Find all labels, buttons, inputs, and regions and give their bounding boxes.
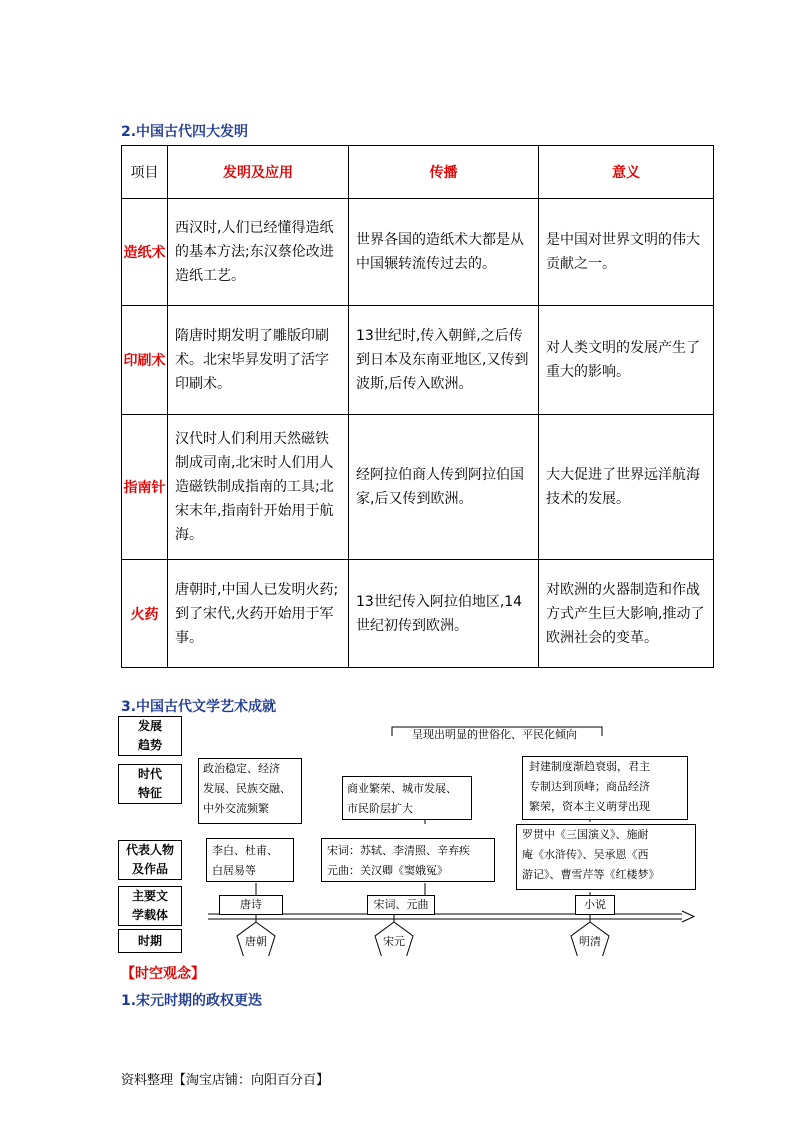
carrier-mingqing: 小说 bbox=[584, 898, 606, 911]
works-mingqing-line3: 游记》、曹雪芹等《红楼梦》 bbox=[522, 868, 660, 881]
invention-spread: 13世纪时,传入朝鲜,之后传到日本及东南亚地区,又传到波斯,后传入欧洲。 bbox=[349, 306, 539, 415]
label-trend-line2: 趋势 bbox=[137, 738, 162, 752]
section3-title: 3.中国古代文学艺术成就 bbox=[121, 699, 277, 715]
works-songyuan-line2: 元曲：关汉卿《窦娥冤》 bbox=[327, 864, 448, 877]
feature-songyuan-line2: 市民阶层扩大 bbox=[347, 802, 413, 815]
invention-name: 火药 bbox=[122, 560, 168, 668]
feature-tang-line3: 中外交流频繁 bbox=[203, 802, 269, 815]
table-row bbox=[122, 560, 714, 668]
label-people-line1: 代表人物 bbox=[125, 843, 174, 857]
invention-application: 西汉时,人们已经懂得造纸的基本方法;东汉蔡伦改进造纸工艺。 bbox=[168, 199, 349, 306]
header-application: 发明及应用 bbox=[168, 146, 349, 199]
works-tang-line2: 白居易等 bbox=[212, 864, 256, 877]
table-row bbox=[122, 199, 714, 306]
label-period: 时期 bbox=[137, 934, 162, 948]
section1-title: 1.宋元时期的政权更迭 bbox=[121, 993, 263, 1009]
table-header-row bbox=[122, 146, 714, 199]
period-pentagons bbox=[116, 716, 706, 956]
invention-application: 唐朝时,中国人已发明火药;到了宋代,火药开始用于军事。 bbox=[168, 560, 349, 668]
period-mingqing: 明清 bbox=[579, 935, 601, 948]
invention-spread: 经阿拉伯商人传到阿拉伯国家,后又传到欧洲。 bbox=[349, 415, 539, 560]
concept-title: 【时空观念】 bbox=[121, 966, 205, 982]
works-tang-line1: 李白、杜甫、 bbox=[212, 844, 278, 857]
invention-spread: 世界各国的造纸术大都是从中国辗转流传过去的。 bbox=[349, 199, 539, 306]
invention-application: 汉代时人们利用天然磁铁制成司南,北宋时人们用人造磁铁制成指南的工具;北宋末年,指南针开始用于航海。 bbox=[168, 415, 349, 560]
invention-application: 隋唐时期发明了雕版印刷术。北宋毕昇发明了活字印刷术。 bbox=[168, 306, 349, 415]
header-meaning: 意义 bbox=[539, 146, 714, 199]
invention-meaning: 对人类文明的发展产生了重大的影响。 bbox=[539, 306, 714, 415]
label-features-line1: 时代 bbox=[137, 767, 162, 781]
trend-note: 呈现出明显的世俗化、平民化倾向 bbox=[412, 728, 577, 741]
label-carrier-line1: 主要文 bbox=[131, 889, 168, 903]
invention-name: 印刷术 bbox=[122, 306, 168, 415]
feature-tang-line2: 发展、民族交融、 bbox=[203, 782, 291, 795]
label-people-line2: 及作品 bbox=[131, 862, 168, 876]
header-item: 项目 bbox=[122, 146, 168, 199]
table-row bbox=[122, 306, 714, 415]
carrier-tang: 唐诗 bbox=[240, 898, 262, 911]
invention-name: 指南针 bbox=[122, 415, 168, 560]
works-songyuan-line1: 宋词：苏轼、李清照、辛弃疾 bbox=[327, 844, 470, 857]
feature-mingqing-line2: 专制达到顶峰；商品经济 bbox=[529, 780, 650, 793]
feature-mingqing-line1: 封建制度渐趋衰弱，君主 bbox=[529, 760, 650, 773]
table-row bbox=[122, 415, 714, 560]
header-spread: 传播 bbox=[349, 146, 539, 199]
invention-meaning: 对欧洲的火器制造和作战方式产生巨大影响,推动了欧洲社会的变革。 bbox=[539, 560, 714, 668]
feature-mingqing-line3: 繁荣，资本主义萌芽出现 bbox=[529, 800, 650, 813]
feature-songyuan-line1: 商业繁荣、城市发展、 bbox=[347, 782, 457, 795]
label-trend-line1: 发展 bbox=[137, 719, 162, 733]
works-mingqing-line2: 庵《水浒传》、吴承恩《西 bbox=[522, 848, 649, 861]
label-features-line2: 特征 bbox=[137, 786, 162, 800]
feature-tang-line1: 政治稳定、经济 bbox=[203, 762, 280, 775]
invention-spread: 13世纪传入阿拉伯地区,14世纪初传到欧洲。 bbox=[349, 560, 539, 668]
period-songyuan: 宋元 bbox=[383, 935, 405, 948]
literature-diagram bbox=[116, 716, 706, 956]
invention-name: 造纸术 bbox=[122, 199, 168, 306]
invention-meaning: 是中国对世界文明的伟大贡献之一。 bbox=[539, 199, 714, 306]
invention-meaning: 大大促进了世界远洋航海技术的发展。 bbox=[539, 415, 714, 560]
label-carrier-line2: 学载体 bbox=[131, 908, 168, 922]
works-mingqing-line1: 罗贯中《三国演义》、施耐 bbox=[522, 828, 649, 841]
period-tang: 唐朝 bbox=[245, 935, 267, 948]
inventions-table bbox=[121, 145, 714, 668]
section2-title: 2.中国古代四大发明 bbox=[121, 124, 249, 140]
footer-text: 资料整理【淘宝店铺：向阳百分百】 bbox=[121, 1073, 330, 1088]
carrier-songyuan: 宋词、元曲 bbox=[373, 898, 429, 911]
